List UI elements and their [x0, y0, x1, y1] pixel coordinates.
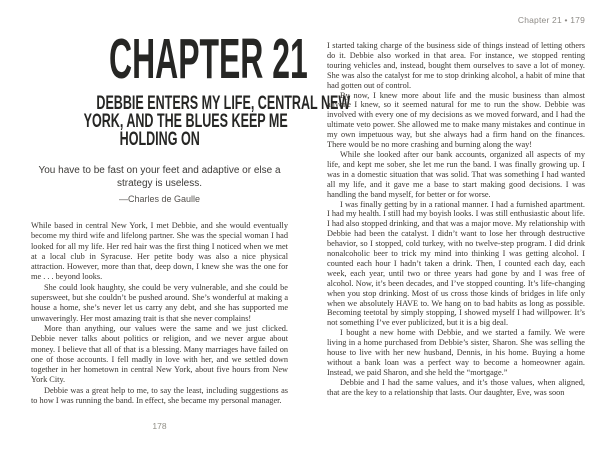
- body-paragraph: While she looked after our bank accounts, organized all aspects of my life, and kept me sober, she let me run the band. I was finally growing up. I was in a domestic situation that was solid. That was something I had wanted all my life, and it gave me a base to start making good decisions. I was handling the band myself, for better or for worse.: [327, 149, 585, 199]
- chapter-title: CHAPTER 21: [109, 27, 308, 91]
- left-page-body: [31, 221, 288, 406]
- chapter-title-wrap: [31, 27, 308, 91]
- body-paragraph: Debbie was a great help to me, to say the least, including suggestions as to how I was running the band. In effect, she became my personal manager.: [31, 385, 288, 406]
- running-header: Chapter 21 • 179: [517, 15, 585, 25]
- body-paragraph: She could look haughty, she could be very vulnerable, and she could be supersweet, but she couldn’t be pushed around. She’s wonderful at making a house a home, she’s never let us carry any debt, and she has supported me unwaveringly. Her most amazing trait is that she never complains!: [31, 282, 288, 323]
- body-paragraph: I started taking charge of the business side of things instead of letting others do it. Debbie also worked in that area. For instance, we stopped renting touring vehicles and, instead, bought them ourselves to save a lot of money. She was also the catalyst for me to stop drinking alcohol, a habit of mine that had gotten out of control.: [327, 41, 585, 90]
- body-paragraph: More than anything, our values were the same and we just clicked. Debbie never talks about politics or religion, and we never argue about money. I believe that all of that is a blessing. Many marriages have failed on one of those accounts. I fell madly in love with her, and we settled down together in her hometown in central New York, about five hours from New York City.: [31, 323, 288, 385]
- body-paragraph: Debbie and I had the same values, and it’s those values, when aligned, that are the key to a relationship that lasts. Our daughter, Eve, was soon: [327, 377, 585, 397]
- body-paragraph: While based in central New York, I met Debbie, and she would eventually become my third wife and lifelong partner. She was the special woman I had looked for all my life. Her red hair was the first thing I noticed when we met at a local club in Syracuse. Her petite body was also a nice physical attraction. However, more than that, deep down, I knew she was the one for me . . . beyond looks.: [31, 221, 288, 282]
- epigraph: [31, 164, 288, 205]
- chapter-subtitle-line: YORK, AND THE BLUES KEEP ME: [83, 111, 288, 132]
- page-number-left: 178: [152, 421, 167, 431]
- chapter-subtitle-line: DEBBIE ENTERS MY LIFE, CENTRAL NEW: [96, 93, 351, 114]
- left-page: [31, 0, 351, 450]
- right-page: [327, 0, 585, 450]
- body-paragraph: I was finally getting by in a rational manner. I had a furnished apartment. I had my health. I still had my boyish looks. I was still enthusiastic about life. I had also stopped drinking, and that was a major move. My relationship with Debbie had been the catalyst. I didn’t want to lose her through destructive behavior, so I stopped, cold turkey, with no twelve-step program. I did drink nonalcoholic beer to trick my mind into thinking I was getting alcohol. I counted each hour I hadn’t taken a drink. Then, I counted each day, each week, each year, until two or three years had gone by and I was free of alcohol. Now, it’s been decades, and I’ve stopped counting. It’s life-changing when you stop drinking. Most of us cross those kinds of bridges in life only when we absolutely HAVE to. We hang on to bad habits as long as possible. Becoming teetotal by simply stopping, I showed myself I had willpower. It’s not something I’ve ever publicized, but it is a big deal.: [327, 199, 585, 328]
- chapter-subtitle-line: HOLDING ON: [119, 129, 200, 150]
- body-paragraph: I bought a new home with Debbie, and we started a family. We were living in a home purchased from Debbie’s sister, Sharon. She was selling the house to live with her new husband, Dennis, in his home. Buying a home without a bank loan was a perfect way to become a homeowner again. Instead, we paid Sharon, and she held the “mortgage.”: [327, 328, 585, 377]
- body-paragraph: By now, I knew more about life and the music business than almost anyone I knew, so it seemed natural for me to run the show. Debbie was involved with every one of my decisions as we moved forward, and I had the ultimate veto power. She allowed me to make many mistakes and continue in my own impetuous way, but she always had a firm hand on the finances. There would be no more crashing and burning along the way!: [327, 90, 585, 150]
- right-page-body: [327, 41, 585, 398]
- chapter-subtitle: [31, 93, 351, 150]
- epigraph-attribution: —Charles de Gaulle: [118, 194, 201, 204]
- epigraph-quote: You have to be fast on your feet and adaptive or else a strategy is useless.: [38, 165, 281, 189]
